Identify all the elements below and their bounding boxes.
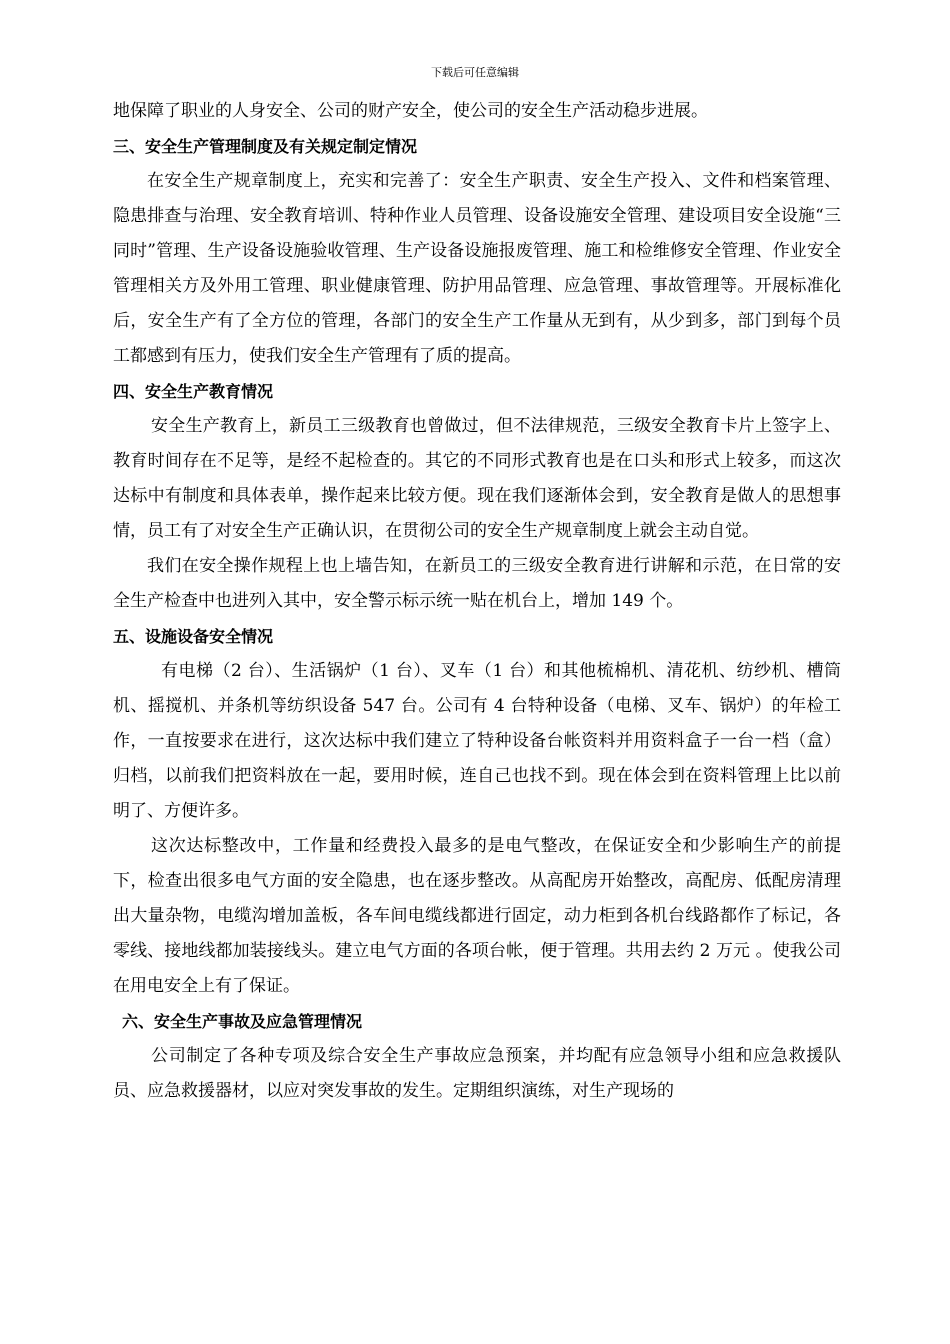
paragraph-electrical: 这次达标整改中，工作量和经费投入最多的是电气整改，在保证安全和少影响生产的前提下，检查出很多电气方面的安全隐患，也在逐步整改。从高配房开始整改，高配房、低配房清理出大量杂物，电缆沟增加盖板，各车间电缆线都进行固定，动力柜到各机台线路都作了标记，各零线、接地线都加装接线头。建立电气方面的各项台帐，便于管理。共用去约 2 万元 。使我公司在用电安全上有了保证。 [113,836,841,996]
section-heading-3: 三、安全生产管理制度及有关规定制定情况 [113,137,418,156]
header-note: 下载后可任意编辑 [431,66,519,79]
paragraph-equipment: 有电梯（2 台）、生活锅炉（1 台）、叉车（1 台）和其他梳棉机、清花机、纺纱机、槽筒机、摇搅机、并条机等纺织设备 547 台。公司有 4 台特种设备（电梯、叉车、锅炉）的年检工作，一直按要求在进行，这次达标中我们建立了特种设备台帐资料并用资料盒子一台一档（盒）归档，以前我们把资料放在一起，要用时候，连自己也找不到。现在体会到在资料管理上比以前明了、方便许多。 [113,661,841,821]
section-heading-5: 五、设施设备安全情况 [113,627,274,646]
section-heading-4: 四、安全生产教育情况 [113,382,274,401]
document-body [113,94,841,1109]
paragraph-operating-rules: 我们在安全操作规程上也上墙告知，在新员工的三级安全教育进行讲解和示范，在日常的安全生产检查中也进列入其中，安全警示标示统一贴在机台上，增加 149 个。 [113,556,841,611]
paragraph-education: 安全生产教育上，新员工三级教育也曾做过，但不法律规范，三级安全教育卡片上签字上、教育时间存在不足等，是经不起检查的。其它的不同形式教育也是在口头和形式上较多，而这次达标中有制度和具体表单，操作起来比较方便。现在我们逐渐体会到，安全教育是做人的思想事情，员工有了对安全生产正确认识，在贯彻公司的安全生产规章制度上就会主动自觉。 [113,416,841,541]
paragraph-continuation: 地保障了职业的人身安全、公司的财产安全，使公司的安全生产活动稳步进展。 [113,101,708,121]
paragraph-regulations: 在安全生产规章制度上，充实和完善了：安全生产职责、安全生产投入、文件和档案管理、隐患排查与治理、安全教育培训、特种作业人员管理、设备设施安全管理、建设项目安全设施“三同时”管理、生产设备设施验收管理、生产设备设施报废管理、施工和检维修安全管理、作业安全管理相关方及外用工管理、职业健康管理、防护用品管理、应急管理、事故管理等。开展标准化后，安全生产有了全方位的管理，各部门的安全生产工作量从无到有，从少到多，部门到每个员工都感到有压力，使我们安全生产管理有了质的提高。 [113,171,841,366]
paragraph-emergency: 公司制定了各种专项及综合安全生产事故应急预案，并均配有应急领导小组和应急救援队员、应急救援器材，以应对突发事故的发生。定期组织演练，对生产现场的 [113,1046,841,1101]
section-heading-6: 六、安全生产事故及应急管理情况 [122,1012,363,1031]
